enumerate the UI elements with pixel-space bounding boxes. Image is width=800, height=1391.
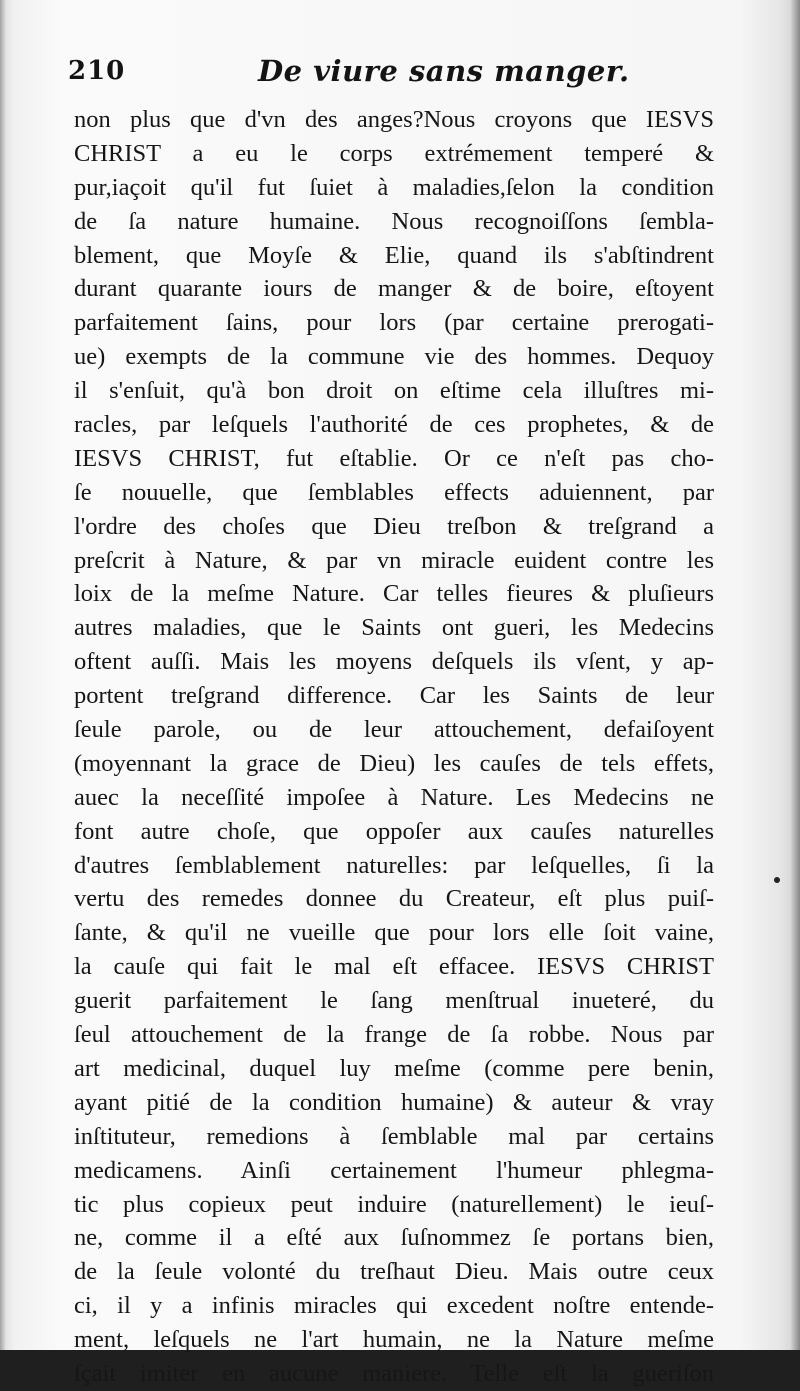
text-line: preſcrit à Nature, & par vn miracle euident contre les	[74, 546, 714, 574]
text-line: il s'enſuit, qu'à bon droit on eſtime cela illuſtres mi-	[74, 377, 714, 405]
text-line: de ſa nature humaine. Nous recognoiſſons ſembla-	[74, 207, 714, 235]
running-title: De viure sans manger.	[258, 54, 630, 88]
text-line: inſtituteur, remedions à ſemblable mal par certains	[74, 1122, 714, 1150]
text-line: parfaitement ſains, pour lors (par certaine prerogati-	[74, 309, 714, 337]
text-line: de la ſeule volonté du treſhaut Dieu. Mais outre ceux	[74, 1258, 714, 1286]
text-line: ayant pitié de la condition humaine) & auteur & vray	[74, 1088, 714, 1116]
text-line: ue) exempts de la commune vie des hommes. Dequoy	[74, 343, 714, 371]
text-line: l'ordre des choſes que Dieu treſbon & treſgrand a	[74, 512, 714, 540]
page-edge-shadow	[790, 0, 800, 1350]
text-line: CHRIST a eu le corps extrémement temperé &	[74, 139, 714, 167]
text-line: ſeule parole, ou de leur attouchement, defaiſoyent	[74, 716, 714, 744]
text-line: la cauſe qui fait le mal eſt effacee. IESVS CHRIST	[74, 953, 714, 981]
text-line: ci, il y a infinis miracles qui excedent noſtre entende-	[74, 1292, 714, 1320]
body-text	[74, 103, 714, 1391]
text-line: (moyennant la grace de Dieu) les cauſes de tels effets,	[74, 749, 714, 777]
text-line: medicamens. Ainſi certainement l'humeur phlegma-	[74, 1156, 714, 1184]
text-line: font autre choſe, que oppoſer aux cauſes naturelles	[74, 817, 714, 845]
text-line: durant quarante iours de manger & de boire, eſtoyent	[74, 275, 714, 303]
text-line: ſante, & qu'il ne vueille que pour lors elle ſoit vaine,	[74, 919, 714, 947]
text-line: oftent auſſi. Mais les moyens deſquels ils vſent, y ap-	[74, 648, 714, 676]
text-line: ment, leſquels ne l'art humain, ne la Nature meſme	[74, 1326, 714, 1354]
page-gutter-shadow	[0, 0, 6, 1350]
text-line: ſe nouuelle, que ſemblables effects aduiennent, par	[74, 478, 714, 506]
page-header	[68, 52, 728, 96]
text-line: vertu des remedes donnee du Createur, eſt plus puiſ-	[74, 885, 714, 913]
text-line: autres maladies, que le Saints ont gueri, les Medecins	[74, 614, 714, 642]
text-line: portent treſgrand difference. Car les Saints de leur	[74, 682, 714, 710]
text-line: auec la neceſſité impoſee à Nature. Les Medecins ne	[74, 783, 714, 811]
text-line: tic plus copieux peut induire (naturellement) le ieuſ-	[74, 1190, 714, 1218]
text-line: ſçait imiter en aucune maniere. Telle eſt la gueriſon	[74, 1359, 714, 1387]
text-line: art medicinal, duquel luy meſme (comme pere benin,	[74, 1054, 714, 1082]
text-line: ne, comme il a eſté aux ſuſnommez ſe portans bien,	[74, 1224, 714, 1252]
text-line: guerit parfaitement le ſang menſtrual inueteré, du	[74, 987, 714, 1015]
text-line: pur,iaçoit qu'il fut ſuiet à maladies,ſelon la condition	[74, 173, 714, 201]
text-line: non plus que d'vn des anges?Nous croyons que IESVS	[74, 106, 714, 133]
margin-dot	[774, 877, 780, 883]
page-number: 210	[68, 56, 126, 86]
text-line: blement, que Moyſe & Elie, quand ils s'abſtindrent	[74, 241, 714, 269]
text-line: IESVS CHRIST, fut eſtablie. Or ce n'eſt pas cho-	[74, 444, 714, 472]
text-line: d'autres ſemblablement naturelles: par leſquelles, ſi la	[74, 851, 714, 879]
text-line: loix de la meſme Nature. Car telles fieures & pluſieurs	[74, 580, 714, 608]
text-line: racles, par leſquels l'authorité de ces prophetes, & de	[74, 411, 714, 439]
text-line: ſeul attouchement de la frange de ſa robbe. Nous par	[74, 1021, 714, 1049]
